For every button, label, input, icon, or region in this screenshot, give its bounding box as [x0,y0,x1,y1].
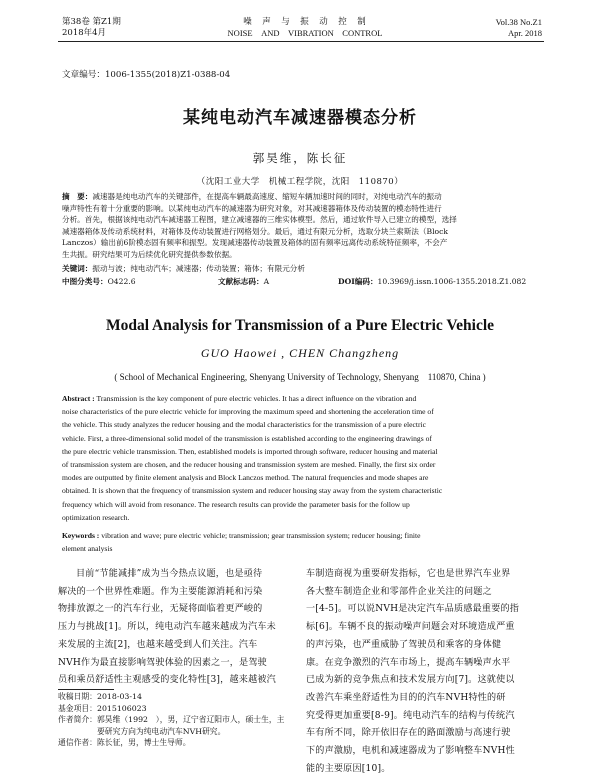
journal-name-en: NOISE AND VIBRATION CONTROL [227,28,383,38]
body-line: 能的主要原因[10]。 [306,763,391,774]
en-authors: GUO Haowei , CHEN Changzheng [200,346,400,360]
journal-date-cn: 2018年4月 [62,28,107,38]
footnote-rule [58,689,114,690]
cn-abstract-line: 减速器箱体及传动系统材料，对箱体及传动装置进行网格划分。最后，通过有限元分析，选取分块兰索斯法（Block [62,226,448,236]
document-code: 文献标志码：A [218,277,270,286]
body-line: 究受得更加重要[8-9]。纯电动汽车的结构与传统汽 [306,710,515,721]
journal-name-cn: 噪 声 与 振 动 控 制 [243,17,367,27]
body-line: 物排放源之一的汽车行业，无疑将面临着更严峻的 [58,604,263,615]
doi: DOI编码：10.3969/j.issn.1006-1355.2018.Z1.082 [338,277,527,286]
cn-abstract [62,191,540,261]
body-line: 解决的一个世界性难题。作为主要能源消耗和污染 [58,586,263,597]
cn-title: 某纯电动汽车减速器模态分析 [183,108,417,128]
journal-volume-cn: 第38卷 第Z1期 [62,17,121,27]
en-keywords: Keywords : vibration and wave; pure electric vehicle; transmission; gear transmission system; reducer housing; finite element analysis [62,531,421,554]
en-title: Modal Analysis for Transmission of a Pure Electric Vehicle [105,317,495,334]
body-line: 康。在竞争激烈的汽车市场上，提高车辆噪声水平 [306,657,511,668]
cn-abstract-line: 噪声特性有着十分重要的影响。以某纯电动汽车的减速器为研究对象，对其减速器箱体及传动装置的模态特性进行 [62,203,442,213]
body-line: 改善汽车乘坐舒适性为目的的汽车NVH特性的研 [306,692,506,703]
journal-date-en: Apr. 2018 [508,28,542,38]
clc-number: 中图分类号：O422.6 [62,277,136,286]
body-line: 已成为新的竞争焦点和技术发展方向[7]。这就使以 [306,675,515,686]
body-line: 车制造商视为重要研发指标，它也是世界汽车业界 [306,569,511,579]
cn-authors: 郭昊维，陈长征 [252,151,348,165]
cn-abstract-line: 摘 要：减速器是纯电动汽车的关键部件，在提高车辆最高速度、缩短车辆加速时间的同时，对纯电动汽车的振动 [62,192,442,201]
en-abstract-line: the pure electric vehicle transmission. Then, established models is imported through software, reducer housing and material [62,446,438,456]
body-line: 标[6]。车辆不良的振动噪声问题会对环境造成严重 [306,622,515,633]
article-number: 文章编号：1006-1355(2018)Z1-0388-04 [62,70,231,80]
funding: 基金项目：2015106023 [58,703,147,713]
cn-abstract-line: 生共振。研究结果可为后续优化研究提供参数依据。 [62,249,237,259]
en-abstract-line: the vehicle. This study analyzes the reducer housing and the modal characteristics for the transmission of a pure electric [62,420,427,430]
body-line: 的声污染，也严重威胁了驾驶员和乘客的身体健 [306,639,502,650]
body-line: 员和乘员舒适性主观感受的变化特性[3]，越来越被汽 [58,675,276,686]
body-line: 车有所不同，除开依旧存在的路面激励与高速行驶 [306,728,511,739]
en-abstract-line: optimization research. [62,512,130,522]
en-abstract-line: vehicle. First, a three-dimensional solid model of the transmission is established according to the engineering drawings of [62,433,432,443]
cn-abstract-label: 摘 要： [62,192,93,201]
body-line: 一[4-5]。可以说NVH是决定汽车品质感最重要的指 [306,604,520,615]
body-line: 目前“节能减排”成为当今热点议题，也是亟待 [76,569,263,579]
body-line: 压力与挑战[1]。所以，纯电动汽车越来越成为汽车未 [58,622,276,633]
cn-abstract-line: Lanczos）输出前6阶模态固有频率和振型。发现减速器传动装置及箱体的固有频率远离传动系统特征频率，不会产 [62,238,448,248]
cn-keywords-text: 振动与波；纯电动汽车；减速器；传动装置；箱体；有限元分析 [92,264,305,273]
corresponding-author: 通信作者：陈长征，男，博士生导师。 [58,738,191,748]
en-abstract-line: of transmission system are chosen, and the reducer housing and transmission system are meshed. Finally, the first six order [62,460,436,470]
cn-keywords [62,263,305,274]
en-abstract-label: Abstract : [62,394,95,403]
en-affiliation: ( School of Mechanical Engineering, Shenyang University of Technology, Shenyang 110870, China ) [114,372,486,382]
body-right-column [306,566,542,778]
author-bio: 作者简介：郭昊维（1992 ），男，辽宁省辽阳市人，硕士生，主 [58,715,285,725]
en-abstract-line: obtained. It is shown that the frequency of transmission system and reducer housing stay away from the system characteristic [62,486,443,496]
body-line: 来发展的主流[2]，也越来越受到人们关注。汽车 [58,639,258,650]
header-rule [58,41,544,42]
received-date: 收稿日期：2018-03-14 [58,692,142,701]
body-line: 各大整车制造企业和零部件企业关注的问题之 [306,586,492,597]
en-abstract-line: noise characteristics of the pure electric vehicle for improving the maximum speed and shortening the acceleration time of [62,407,434,417]
en-abstract-line: modes are outputted by finite element analysis and Block Lanczos method. The natural frequencies and mode shapes are [62,473,429,483]
cn-keywords-label: 关键词： [62,264,93,273]
en-abstract-line: Abstract : Transmission is the key component of pure electric vehicles. It has a direct influence on the vibration and [62,394,417,403]
author-bio-cont: 要研究方向为纯电动汽车NVH研究。 [58,726,226,736]
body-left-column [58,566,290,690]
journal-volume-en: Vol.38 No.Z1 [495,17,542,27]
body-line: NVH作为最直接影响驾驶体验的因素之一，是驾驶 [58,657,267,668]
footnote [58,691,294,749]
cn-abstract-line: 分析。首先，根据该纯电动汽车减速器工程图，建立减速器的三维实体模型。然后，通过软件导入已建立的模型，选择 [62,215,457,225]
cn-affiliation: （沈阳工业大学 机械工程学院，沈阳 110870） [196,177,404,187]
en-keywords-label: Keywords : [62,531,100,540]
en-abstract-line: frequency which will avoid from resonance. The research results can provide the parameter basis for the follow up [62,499,410,509]
en-abstract [62,392,540,524]
body-line: 下的声激励，电机和减速器成为了影响整车NVH性 [306,746,515,757]
